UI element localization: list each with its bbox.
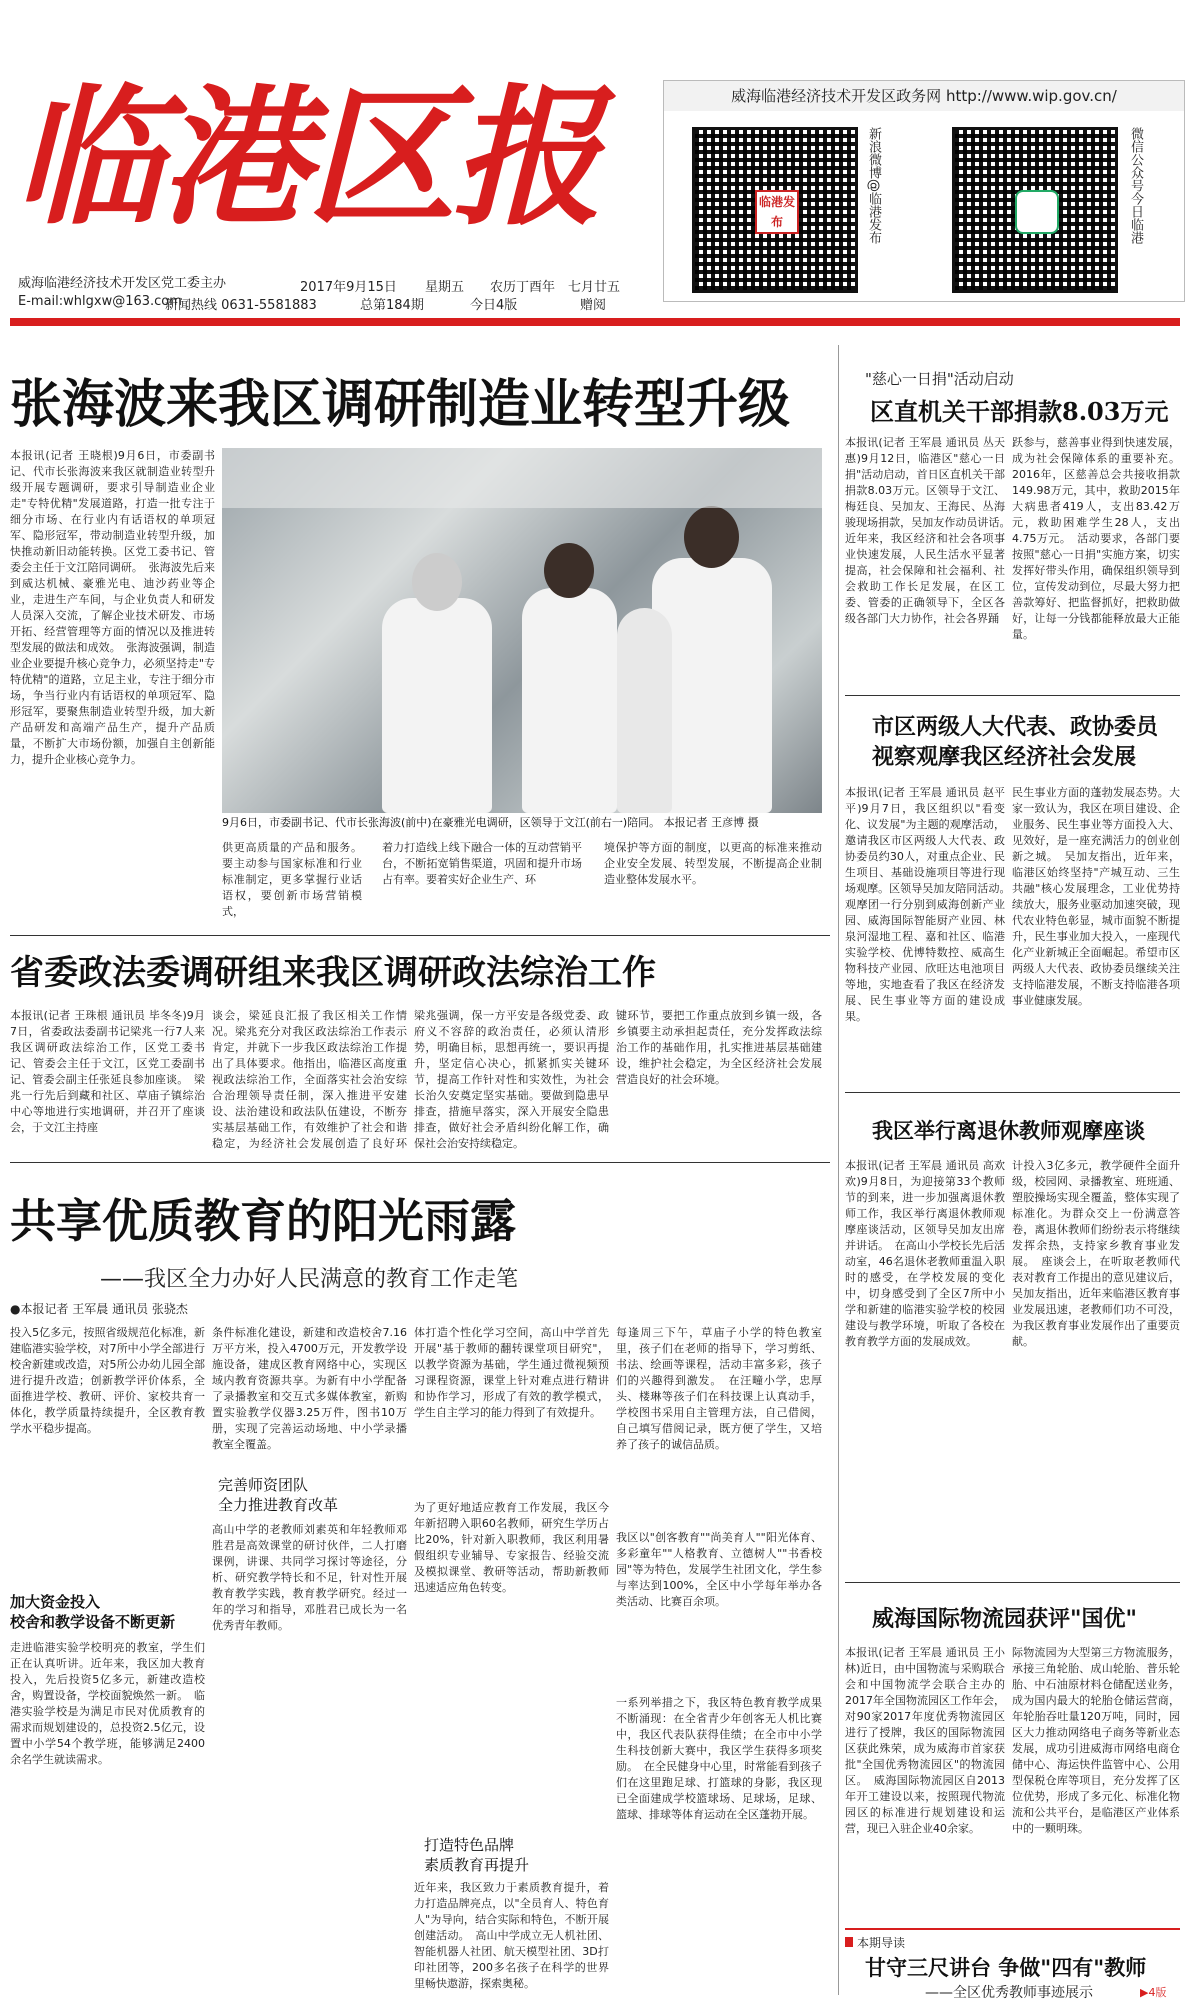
- column-divider: [838, 345, 839, 1995]
- zhengfa-body-col3: 梁兆强调，保一方平安是各级党委、政府义不容辞的政治责任，必须认清形势，明确目标，思想再统一，要识再提升，坚定信心决心，抓紧抓实关键环节，提高工作针对性和实效性，为社会长治久安奠定坚实基础。要做到隐患早排查，措施早落实，深入开展安全隐患排查，做好社会矛盾纠纷化解工作，确保社会治安持续稳定。: [414, 1009, 609, 1150]
- s1-kicker: "慈心一日捐"活动启动: [865, 370, 1014, 388]
- zhengfa-body-col4: 键环节，要把工作重点放到乡镇一级，各乡镇要主动承担起责任，充分发挥政法综治工作的基础作用，扎实推进基层基础建设，维护社会稳定，为全区经济社会发展营造良好的社会环境。: [616, 1009, 822, 1086]
- education-body-col1a: 投入5亿多元，按照省级规范化标准，新建临港实验学校，对7所中小学全部进行校舍新建或改造，对5所公办幼儿园全部进行提升改造；创新教学评价体系，全面推进学校、教研、评价、家校共育一体化，教学质量持续提升，全区教育教学水平稳步提高。: [10, 1326, 205, 1435]
- divider: [845, 1092, 1180, 1093]
- free-label: 赠阅: [580, 298, 607, 313]
- website-banner: 威海临港经济技术开发区政务网 http://www.wip.gov.cn/: [664, 81, 1184, 111]
- education-body-col2a: 条件标准化建设，新建和改造校舍7.16万平方米，投入4700万元，开发教学设施设备，建成区教育网络中心，实现区域内教育资源共享。为新有中小学配备了录播教室和交互式多媒体教室，新购置实验教学仪器3.25万件，图书10万册，实现了完善运动场地、中小学录播教室全覆盖。: [212, 1326, 407, 1451]
- education-body-col3b: 为了更好地适应教育工作发展，我区今年新招聘入职60名教师，研究生学历占比20%，针对新入职教师，我区利用暑假组织专业辅导、专家报告、经验交流及模拟课堂、教研等活动，帮助新教师迅速适应角色转变。: [414, 1501, 609, 1594]
- s3-body-col2: 计投入3亿多元，教学硬件全面升级，校园网、录播教室、班班通、塑胶操场实现全覆盖，整体实现了标准化。为群众交上一份满意答卷，离退休教师们纷纷表示将继续发挥余热，支持家乡教育事业发展。 座谈会上，在听取老教师代表对教育工作提出的意见建议后，吴加友指出，近年来临港区教育事业发展迅速，老教师们功不可没，为我区教育事业发展作出了重要贡献。: [1012, 1159, 1180, 1348]
- masthead-info-box: [663, 80, 1185, 302]
- divider: [10, 935, 830, 936]
- zhengfa-body-col2: 谈会，梁延良汇报了我区相关工作情况。梁兆充分对我区政法综治工作表示肯定，并就下一步我区政法综治工作提出了具体要求。他指出，临港区高度重视政法综治工作，全面落实社会治安综合治理领导责任制，深入推进平安建设、法治建设和政法队伍建设，不断夯实基层基础工作，有效维护了社会和谐稳定，为经济社会发展创造了良好环: [212, 1009, 407, 1150]
- date: 2017年9月15日: [300, 280, 397, 295]
- lead-body-col3: 着力打造线上线下融合一体的互动营销平台，不断拓宽销售渠道，巩固和提升市场占有率。要着实好企业生产、环: [382, 841, 582, 886]
- org-line: 威海临港经济技术开发区党工委主办: [18, 276, 227, 291]
- education-headline: 共享优质教育的阳光雨露: [10, 1194, 516, 1248]
- email-line: E-mail:whlgxw@163.com: [18, 294, 182, 309]
- lead-photo: [222, 448, 822, 813]
- s4-body-col2: 际物流园为大型第三方物流服务，承接三角轮胎、成山轮胎、普乐轮胎、中石油原材料仓储配送业务，成为国内最大的轮胎仓储运营商，年轮胎吞吐量120万吨，同时，园区大力推动网络电子商务等新业态发展，成功引进威海市网络电商仓储中心、海运快件监管中心、公用型保税仓库等项目，充分发挥了区位优势，形成了多元化、标准化物流和公共平台，是临港区产业体系中的一颗明珠。: [1012, 1646, 1180, 1835]
- s2-body-col1: 本报讯(记者 王军晨 通讯员 赵平平)9月7日，我区组织以"看变化、议发展"为主题的观摩活动，邀请我区市区两级人大代表、政协委员约30人，对重点企业、民生项目、基础设施项目等进行现场观摩。区领导吴加友陪同活动。 观摩团一行分别到威海创新产业园、威海国际智能厨产业园、林泉河湿地工程、嘉和社区、临港实验学校、优博特数控、威高生物科技产业园、欣旺达电池项目等地，实地查看了我区在经济发展、民生事业等方面的建设成果。: [845, 786, 1005, 1023]
- education-byline: ●本报记者 王军晨 通讯员 张骁杰: [10, 1302, 188, 1316]
- lead-headline: 张海波来我区调研制造业转型升级: [10, 374, 791, 435]
- education-subhead-1: 加大资金投入 校舍和教学设备不断更新: [10, 1593, 176, 1631]
- guide-headline[interactable]: 甘守三尺讲台 争做"四有"教师: [865, 1955, 1147, 1980]
- zhengfa-body-col1: 本报讯(记者 王珠根 通讯员 毕冬冬)9月7日，省委政法委副书记梁兆一行7人来我区调研政法综治工作，区党工委书记、管委会主任于文江，区党工委副书记、管委会副主任张延良参加座谈。 梁兆一行先后到藏和社区、草庙子镇综治中心等地进行实地调研，并召开了座谈会，于文江主持座: [10, 1009, 205, 1134]
- qr-logo: 临港发布: [755, 190, 799, 234]
- s3-headline: 我区举行离退休教师观摩座谈: [872, 1118, 1145, 1143]
- lunar-date: 农历丁酉年 七月廿五: [490, 280, 621, 295]
- guide-page-link[interactable]: ▶4版: [1140, 1986, 1167, 1999]
- weibo-caption: 新浪微博@临港发布: [866, 127, 881, 244]
- education-body-col4b: 我区以"创客教育""尚美育人""阳光体育、多彩童年""人格教育、立德树人""书香校园"等为特色，发展学生社团文化，学生参与率达到100%，全区中小学每年举办各类活动、比赛百余项。: [616, 1531, 822, 1608]
- lead-body-col1: 本报讯(记者 王晓根)9月6日，市委副书记、代市长张海波来我区就制造业转型升级开展专题调研，要求引导制造业企业走"专特优精"发展道路，打造一批专注于细分市场、在行业内有话语权的单项冠军、隐形冠军，带动制造业转型升级，加快推动新旧动能转换。区党工委书记、管委会主任于文江陪同调研。 张海波先后来到威达机械、豪雅光电、迪沙药业等企业，走进生产车间，与企业负责人和研发人员深入交流，了解企业技术研发、市场开拓、经营管理等方面的情况以及推进转型发展的做法和成效。 张海波强调，制造业企业要提升核心竞争力，必须坚持走"专特优精"的道路，立足主业，专注于细分市场，争当行业内有话语权的单项冠军、隐形冠军，要聚焦制造业转型升级，加大新产品研发和高端产品生产，提升产品质量，不断扩大市场份额，加强自主创新能力，提升企业核心竞争力。: [10, 449, 215, 766]
- s1-headline: 区直机关干部捐款8.03万元: [870, 397, 1169, 426]
- guide-box[interactable]: [845, 1928, 1180, 2002]
- s3-body-col1: 本报讯(记者 王军晨 通讯员 高欢欢)9月8日，为迎接第33个教师节的到来，进一步加强离退休教师工作，我区举行离退休教师观摩座谈活动，区领导吴加友出席并讲话。 在高山小学校长先后活动室，46名退休老教师重温入职时的感受，在学校发展的变化中，切身感受到了全区7所中小学和新建的临港实验学校的校园建设与教学环境，听取了各校在教育教学方面的发展成效。: [845, 1159, 1005, 1348]
- masthead-red-rule: [10, 318, 1180, 326]
- masthead-title: 临港区报: [14, 70, 599, 246]
- education-body-col3c: 近年来，我区致力于素质教育提升，着力打造品牌亮点，以"全员育人、特色育人"为导向，结合实际和特色，不断开展创建活动。 高山中学成立无人机社团、智能机器人社团、航天模型社团、3D打印社团等，200多名孩子在科学的世界里畅快遨游，探索奥秘。: [414, 1881, 609, 1990]
- s4-headline: 威海国际物流园获评"国优": [872, 1606, 1137, 1632]
- education-body-col3a: 体打造个性化学习空间，高山中学首先开展"基于教师的翻转课堂项目研究"，以教学资源为基础，学生通过微视频预习课程资源，课堂上针对难点进行精讲和协作学习，形成了有效的教学模式，学生自主学习的能力得到了有效提升。: [414, 1326, 609, 1419]
- lead-body-col2: 供更高质量的产品和服务。要主动参与国家标准和行业标准制定，更多掌握行业话语权，要创新市场营销模式，: [222, 841, 362, 918]
- education-body-col4c: 一系列举措之下，我区特色教育教学成果不断涌现：在全省青少年创客无人机比赛中，我区代表队获得佳绩；在全市中小学生科技创新大赛中，我区学生获得多项奖励。 在全民健身中心里，时常能看到孩子们在这里跑足球、打篮球的身影，我区现已全面建成学校篮球场、足球场，足球、篮球、排球等体育运动在全区蓬勃开展。: [616, 1696, 822, 1821]
- s2-body-col2: 民生事业方面的蓬勃发展态势。大家一致认为，我区在项目建设、企业服务、民生事业等方面投入大、见效好，是一座充满活力的创业创新之城。 吴加友指出，近年来，临港区始终坚持"产城互动、三生共融"核心发展理念，工业优势持续放大，服务业驱动加速突破，现代农业特色彰显，城市面貌不断提升，民生事业加大投入，一座现代化产业新城正全面崛起。希望市区两级人大代表、政协委员继续关注支持临港发展，不断支持临港各项事业健康发展。: [1012, 786, 1180, 1007]
- education-subhead-2: 完善师资团队 全力推进教育改革: [218, 1476, 339, 1514]
- wechat-caption: 微信公众号今日临港: [1128, 127, 1143, 244]
- issue-number: 总第184期: [360, 298, 424, 313]
- education-body-col1b: 走进临港实验学校明亮的教室，学生们正在认真听讲。近年来，我区加大教育投入，先后投资5亿多元，新建改造校舍，购置设备，学校面貌焕然一新。 临港实验学校是为满足市民对优质教育的需求而规划建设的，总投资2.5亿元，设置中小学54个教学班，能够满足2400余名学生就读需求。: [10, 1641, 205, 1766]
- s4-body-col1: 本报讯(记者 王军晨 通讯员 王小林)近日，由中国物流与采购联合会和中国物流学会联合主办的2017年全国物流园区工作年会，对90家2017年度优秀物流园区进行了授牌，我区的国际物流园区获此殊荣，成为威海市首家获批"全国优秀物流园区"的物流园区。 威海国际物流园区自2013年开工建设以来，按照现代物流园区的标准进行规划建设和运营，现已入驻企业40余家。: [845, 1646, 1005, 1835]
- education-body-col2b: 高山中学的老教师刘素英和年轻教师邓胜君是高效课堂的研讨伙伴，二人打磨课例，讲课、共同学习探讨等途径，分析、研究教学特长和不足，针对性开展教育教学实践，教育教学研究。经过一年的学习和指导，邓胜君已成长为一名优秀青年教师。: [212, 1523, 407, 1632]
- divider: [845, 695, 1180, 696]
- education-body-col4a: 每逢周三下午，草庙子小学的特色教室里，孩子们在老师的指导下，学习剪纸、书法、绘画等课程，活动丰富多彩，孩子们的兴趣得到激发。 在汪疃小学，忠厚头、楼琳等孩子们在科技课上认真动手，学校图书采用自主管理方法，自己借阅，自己填写借阅记录，既方便了学生，又培养了孩子的诚信品质。: [616, 1326, 822, 1451]
- s1-body-col2: 跃参与，慈善事业得到快速发展，成为社会保障体系的重要补充。2016年，区慈善总会共接收捐款149.98万元，其中，救助2015年大病患者419人，支出83.42万元，救助困难学生28人，支出4.75万元。 活动要求，各部门要按照"慈心一日捐"实施方案，切实发挥好带头作用，确保组织领导到位，宣传发动到位，尽最大努力把善款筹好、把监督抓好，把救助做好，让每一分钱都能释放最大正能量。: [1012, 436, 1180, 641]
- lead-body-col4: 境保护等方面的制度，以更高的标准来推动企业安全发展、转型发展，不断提高企业制造业整体发展水平。: [604, 841, 822, 886]
- weekday: 星期五: [425, 280, 465, 295]
- page-count: 今日4版: [470, 298, 518, 313]
- zhengfa-headline: 省委政法委调研组来我区调研政法综治工作: [10, 953, 656, 993]
- hotline-line: 新闻热线 0631-5581883: [165, 298, 317, 313]
- guide-subtitle: ——全区优秀教师事迹展示: [925, 1985, 1093, 2001]
- education-subtitle: ——我区全力办好人民满意的教育工作走笔: [100, 1267, 519, 1292]
- divider: [845, 1582, 1180, 1583]
- wechat-qr-code[interactable]: [952, 127, 1118, 293]
- s2-headline: 市区两级人大代表、政协委员 视察观摩我区经济社会发展: [872, 714, 1159, 770]
- guide-label: 本期导读: [845, 1934, 905, 1951]
- divider: [10, 1162, 830, 1163]
- lead-photo-caption: 9月6日，市委副书记、代市长张海波(前中)在豪雅光电调研，区领导于文江(前右一)陪同。 本报记者 王彦博 摄: [222, 816, 759, 829]
- wechat-logo-icon: [1015, 190, 1059, 234]
- weibo-qr-code[interactable]: [692, 127, 858, 293]
- s1-body-col1: 本报讯(记者 王军晨 通讯员 丛天惠)9月12日，临港区"慈心一日捐"活动启动，首日区直机关干部捐款8.03万元。区领导于文江、梅廷良、吴加友、王海民、丛海骏现场捐款，吴加友作动员讲话。 近年来，我区经济和社会各项事业快速发展，人民生活水平显著提高，社会保障和社会福利、社会救助工作长足发展，在区工委、管委的正确领导下，全区各级各部门大力协作，社会各界踊: [845, 436, 1005, 625]
- education-subhead-3: 打造特色品牌 素质教育再提升: [424, 1836, 530, 1874]
- guide-marker-icon: [845, 1937, 853, 1947]
